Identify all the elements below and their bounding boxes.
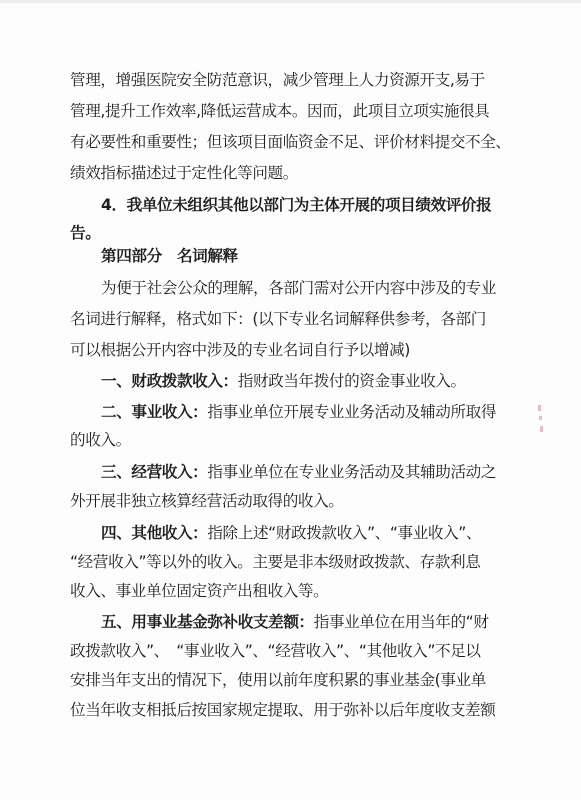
- term-definition: 指除上述“财政拨款收入”、“事业收入”、: [207, 524, 482, 542]
- paragraph-line: 名词进行解释，格式如下：(以下专业名词解释供参考，各部门: [70, 310, 486, 328]
- term-definition: 指事业单位在用当年的“财: [313, 613, 489, 631]
- paragraph-line: 管理，增强医院安全防范意识，减少管理上人力资源开支,易于: [70, 71, 485, 89]
- term-label: 一、财政拨款收入：: [101, 372, 238, 390]
- paragraph-line: 绩效指标描述过于定性化等问题。: [70, 164, 298, 182]
- term-definition-cont: 位当年收支相抵后按国家规定提取、用于弥补以后年度收支差额: [70, 701, 496, 719]
- term-fund-offset: [101, 610, 515, 634]
- paragraph-line: 可以根据公开内容中涉及的专业名词自行予以增减): [70, 341, 410, 359]
- term-fiscal-appropriation: [101, 369, 515, 393]
- term-definition-cont: 外开展非独立核算经营活动取得的收入。: [70, 492, 344, 510]
- seal-bleed-mark: [540, 426, 543, 432]
- seal-bleed-mark: [539, 416, 542, 420]
- paragraph-line: 为便于社会公众的理解，各部门需对公开内容中涉及的专业: [101, 279, 497, 297]
- paragraph-line: 管理,提升工作效率,降低运营成本。因而，此项目立项实施很具: [70, 102, 490, 120]
- term-operating-income: [101, 460, 515, 484]
- term-label: 三、经营收入：: [101, 463, 208, 481]
- term-definition-cont: 政拨款收入”、 “事业收入”、“经营收入”、“其他收入”不足以: [70, 642, 481, 660]
- seal-bleed-mark: [538, 405, 541, 411]
- term-definition-cont: “经营收入”等以外的收入。主要是非本级财政拨款、存款利息: [70, 553, 481, 571]
- term-label: 五、用事业基金弥补收支差额：: [101, 613, 314, 631]
- term-definition: 指财政当年拨付的资金事业收入。: [237, 372, 466, 390]
- term-definition-cont: 收入、事业单位固定资产出租收入等。: [70, 582, 329, 600]
- term-other-income: [101, 521, 515, 545]
- report-item-4-cont: 告。: [70, 224, 101, 242]
- report-item-4: 4．我单位未组织其他以部门为主体开展的项目绩效评价报: [101, 196, 492, 214]
- paragraph-line: 有必要性和重要性；但该项目面临资金不足、评价材料提交不全、: [70, 133, 511, 151]
- scan-edge: [0, 0, 581, 3]
- term-definition: 指事业单位开展专业业务活动及辅动所取得: [207, 403, 497, 421]
- term-business-income: [101, 400, 515, 424]
- term-definition-cont: 安排当年支出的情况下，使用以前年度积累的事业基金(事业单: [70, 671, 486, 689]
- section-heading: 第四部分 名词解释: [101, 247, 238, 265]
- term-label: 二、事业收入：: [101, 403, 208, 421]
- term-definition: 指事业单位在专业业务活动及其辅助活动之: [207, 463, 497, 481]
- term-label: 四、其他收入：: [101, 524, 208, 542]
- term-definition-cont: 的收入。: [70, 431, 131, 449]
